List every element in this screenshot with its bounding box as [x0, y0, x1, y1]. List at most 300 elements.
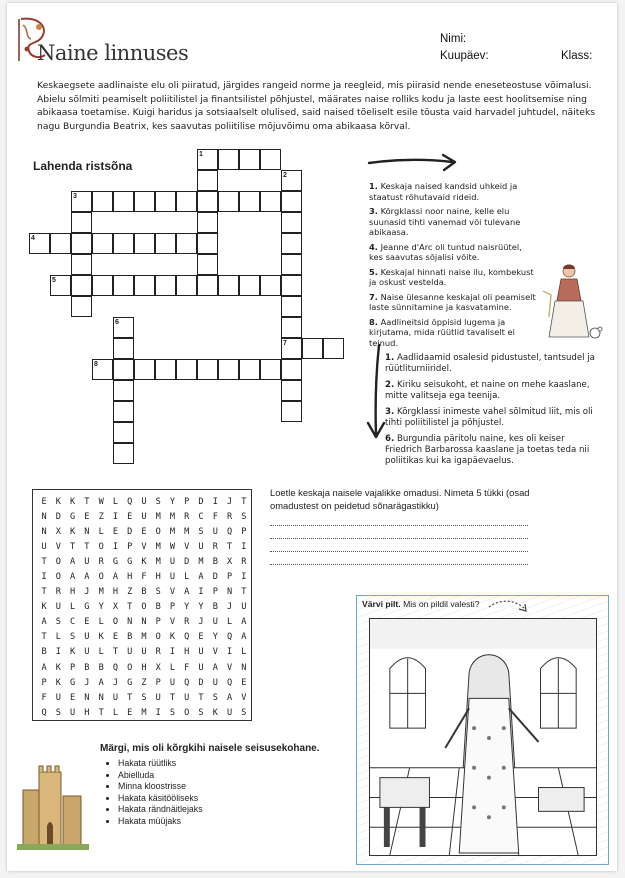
wordsearch-letter[interactable]: E	[127, 511, 133, 522]
wordsearch-letter[interactable]: E	[127, 707, 133, 718]
wordsearch-letter[interactable]: A	[241, 617, 247, 628]
wordsearch-letter[interactable]: O	[55, 572, 61, 583]
wordsearch-letter[interactable]: L	[112, 707, 119, 718]
wordsearch-letter[interactable]: A	[98, 677, 104, 688]
wordsearch-letter[interactable]: N	[226, 587, 233, 598]
wordsearch-letter[interactable]: M	[141, 707, 147, 718]
wordsearch-letter[interactable]: O	[55, 556, 61, 567]
wordsearch-letter[interactable]: U	[169, 556, 176, 567]
wordsearch-letter[interactable]: U	[169, 677, 176, 688]
wordsearch-letter[interactable]: H	[112, 587, 119, 598]
wordsearch-letter[interactable]: J	[198, 617, 204, 628]
wordsearch-letter[interactable]: S	[212, 692, 218, 703]
crossword-cell[interactable]	[50, 233, 71, 254]
wordsearch-letter[interactable]: H	[127, 572, 133, 583]
wordsearch-letter[interactable]: U	[198, 647, 204, 658]
wordsearch-letter[interactable]: O	[155, 526, 161, 537]
wordsearch-letter[interactable]: E	[84, 511, 90, 522]
status-option[interactable]: • Hakata rüütliks	[118, 758, 203, 770]
wordsearch-letter[interactable]: N	[241, 662, 247, 673]
crossword-cell[interactable]	[134, 275, 155, 296]
crossword-cell[interactable]	[113, 422, 134, 443]
crossword-cell[interactable]	[323, 338, 344, 359]
wordsearch-letter[interactable]: K	[55, 677, 61, 688]
wordsearch-letter[interactable]: U	[41, 541, 47, 552]
wordsearch-letter[interactable]: B	[155, 602, 161, 613]
wordsearch-letter[interactable]: T	[41, 556, 47, 567]
crossword-cell[interactable]	[281, 254, 302, 275]
wordsearch-letter[interactable]: I	[169, 647, 176, 658]
wordsearch-letter[interactable]: R	[226, 511, 233, 522]
wordsearch-letter[interactable]: U	[112, 692, 119, 703]
wordsearch-letter[interactable]: S	[198, 707, 204, 718]
wordsearch-letter[interactable]: R	[155, 647, 161, 658]
answer-line[interactable]	[270, 551, 528, 552]
wordsearch-letter[interactable]: D	[212, 572, 218, 583]
crossword-cell[interactable]	[155, 359, 176, 380]
wordsearch-letter[interactable]: V	[55, 541, 61, 552]
crossword-cell[interactable]	[281, 380, 302, 401]
crossword-cell[interactable]	[197, 212, 218, 233]
wordsearch-letter[interactable]: L	[169, 662, 176, 673]
wordsearch-letter[interactable]: U	[141, 496, 147, 507]
wordsearch-letter[interactable]: T	[127, 602, 133, 613]
status-option[interactable]: • Abielluda	[118, 770, 203, 782]
crossword-cell[interactable]	[197, 254, 218, 275]
wordsearch-row	[37, 539, 251, 554]
status-option[interactable]: • Hakata rändnäitlejaks	[118, 804, 203, 816]
wordsearch-letter[interactable]: A	[226, 692, 233, 703]
wordsearch-letter[interactable]: P	[155, 617, 161, 628]
crossword-cell[interactable]	[197, 170, 218, 191]
wordsearch-letter[interactable]: T	[226, 541, 233, 552]
crossword-cell[interactable]	[281, 401, 302, 422]
wordsearch-letter[interactable]: L	[98, 617, 104, 628]
wordsearch-letter[interactable]: O	[98, 541, 104, 552]
wordsearch-letter[interactable]: B	[98, 662, 104, 673]
wordsearch-letter[interactable]: B	[212, 602, 218, 613]
wordsearch-letter[interactable]: K	[41, 602, 47, 613]
crossword-cell[interactable]	[176, 191, 197, 212]
wordsearch-letter[interactable]: G	[127, 677, 133, 688]
wordsearch-letter[interactable]: I	[241, 541, 247, 552]
wordsearch-letter[interactable]: R	[212, 541, 218, 552]
wordsearch-letter[interactable]: S	[155, 587, 161, 598]
wordsearch-letter[interactable]: M	[155, 541, 161, 552]
wordsearch-letter[interactable]: Q	[112, 662, 119, 673]
wordsearch-letter[interactable]: V	[226, 662, 233, 673]
wordsearch-letter[interactable]: H	[155, 572, 161, 583]
wordsearch-letter[interactable]: T	[198, 692, 204, 703]
wordsearch-letter[interactable]: F	[212, 511, 218, 522]
wordsearch-letter[interactable]: Y	[169, 496, 176, 507]
crossword-cell[interactable]	[134, 191, 155, 212]
crossword-cell[interactable]	[197, 275, 218, 296]
crossword-cell[interactable]	[281, 359, 302, 380]
wordsearch-letter[interactable]: O	[127, 662, 133, 673]
wordsearch-letter[interactable]: E	[112, 526, 119, 537]
wordsearch-letter[interactable]: T	[84, 541, 90, 552]
crossword-cell[interactable]	[281, 275, 302, 296]
wordsearch-letter[interactable]: D	[198, 677, 204, 688]
wordsearch-letter[interactable]: K	[169, 632, 176, 643]
wordsearch-letter[interactable]: T	[98, 707, 104, 718]
wordsearch-letter[interactable]: Y	[212, 632, 218, 643]
crossword-cell[interactable]	[113, 191, 134, 212]
crossword-cell[interactable]	[302, 338, 323, 359]
wordsearch-letter[interactable]: N	[41, 526, 47, 537]
wordsearch-letter[interactable]: O	[184, 707, 190, 718]
wordsearch-letter[interactable]: V	[169, 617, 176, 628]
crossword-cell[interactable]	[155, 191, 176, 212]
wordsearch-letter[interactable]: K	[55, 662, 61, 673]
wordsearch-letter[interactable]: U	[198, 662, 204, 673]
crossword-cell[interactable]	[260, 275, 281, 296]
wordsearch-letter[interactable]: O	[112, 617, 119, 628]
wordsearch-letter[interactable]: Z	[98, 511, 104, 522]
crossword-cell[interactable]	[239, 149, 260, 170]
crossword-cell[interactable]	[281, 191, 302, 212]
wordsearch-letter[interactable]: M	[184, 526, 190, 537]
wordsearch-letter[interactable]: L	[184, 572, 190, 583]
wordsearch-letter[interactable]: I	[212, 496, 218, 507]
wordsearch-letter[interactable]: A	[70, 572, 76, 583]
crossword-cell[interactable]	[155, 233, 176, 254]
wordsearch-letter[interactable]: F	[41, 692, 47, 703]
wordsearch-letter[interactable]: S	[198, 526, 204, 537]
wordsearch-letter[interactable]: N	[84, 692, 90, 703]
wordsearch-letter[interactable]: P	[241, 526, 247, 537]
crossword-cell[interactable]	[113, 401, 134, 422]
wordsearch-letter[interactable]: L	[55, 632, 61, 643]
wordsearch-letter[interactable]: W	[169, 541, 176, 552]
wordsearch-letter[interactable]: N	[141, 617, 147, 628]
crossword-cell[interactable]	[176, 359, 197, 380]
wordsearch-letter[interactable]: A	[70, 556, 76, 567]
crossword-cell[interactable]	[71, 296, 92, 317]
clue-text: Kiriku seisukoht, et naine on mehe kaaslane, mitte valitseja ega teenija.	[385, 380, 590, 401]
wordsearch-letter[interactable]: Q	[184, 677, 190, 688]
crossword-cell[interactable]	[113, 338, 134, 359]
crossword-cell[interactable]	[71, 212, 92, 233]
wordsearch-letter[interactable]: O	[155, 632, 161, 643]
crossword-cell[interactable]	[113, 233, 134, 254]
wordsearch-letter[interactable]: T	[241, 587, 247, 598]
wordsearch-letter[interactable]: A	[41, 617, 47, 628]
wordsearch-letter[interactable]: B	[141, 587, 147, 598]
wordsearch-letter[interactable]: M	[198, 556, 204, 567]
wordsearch-letter[interactable]: S	[141, 692, 147, 703]
answer-line[interactable]	[270, 538, 528, 539]
wordsearch-letter[interactable]: L	[241, 647, 247, 658]
wordsearch-letter[interactable]: M	[169, 511, 176, 522]
wordsearch-letter[interactable]: I	[112, 511, 119, 522]
crossword-cell[interactable]	[197, 191, 218, 212]
crossword-cell[interactable]	[239, 359, 260, 380]
wordsearch-letter[interactable]: R	[55, 587, 61, 598]
wordsearch-letter[interactable]: R	[184, 617, 190, 628]
wordsearch-letter[interactable]: X	[55, 526, 61, 537]
wordsearch-letter[interactable]: O	[98, 572, 104, 583]
wordsearch-letter[interactable]: T	[127, 692, 133, 703]
wordsearch-letter[interactable]: U	[169, 572, 176, 583]
wordsearch-letter[interactable]: I	[55, 647, 61, 658]
wordsearch-letter[interactable]: D	[184, 556, 190, 567]
wordsearch-letter[interactable]: S	[55, 707, 61, 718]
wordsearch-letter[interactable]: J	[226, 496, 233, 507]
wordsearch-letter[interactable]: H	[141, 662, 147, 673]
wordsearch-letter[interactable]: U	[84, 556, 90, 567]
crossword-cell[interactable]	[71, 254, 92, 275]
wordsearch-letter[interactable]: E	[198, 632, 204, 643]
wordsearch-letter[interactable]: H	[70, 587, 76, 598]
wordsearch-letter[interactable]: X	[155, 662, 161, 673]
wordsearch-letter[interactable]: A	[198, 572, 204, 583]
wordsearch-letter[interactable]: U	[84, 632, 90, 643]
crossword-cell[interactable]	[134, 233, 155, 254]
wordsearch-letter[interactable]: E	[41, 496, 47, 507]
wordsearch-letter[interactable]: J	[84, 587, 90, 598]
wordsearch-letter[interactable]: U	[212, 677, 218, 688]
wordsearch-letter[interactable]: I	[198, 587, 204, 598]
wordsearch-letter[interactable]: S	[55, 617, 61, 628]
wordsearch-letter[interactable]: U	[212, 617, 218, 628]
crossword-cell[interactable]	[218, 275, 239, 296]
crossword-cell[interactable]	[71, 233, 92, 254]
wordsearch-letter[interactable]: E	[241, 677, 247, 688]
wordsearch-letter[interactable]: V	[241, 692, 247, 703]
wordsearch-letter[interactable]: E	[84, 617, 90, 628]
wordsearch-letter[interactable]: X	[226, 556, 233, 567]
wordsearch-letter[interactable]: G	[70, 511, 76, 522]
wordsearch-letter[interactable]: U	[226, 707, 233, 718]
wordsearch-letter[interactable]: P	[70, 662, 76, 673]
wordsearch-letter[interactable]: C	[198, 511, 204, 522]
wordsearch-letter[interactable]: B	[127, 632, 133, 643]
wordsearch-letter[interactable]: T	[84, 496, 90, 507]
crossword-cell[interactable]	[176, 275, 197, 296]
crossword-cell[interactable]	[260, 359, 281, 380]
wordsearch-letter[interactable]: Y	[98, 602, 104, 613]
wordsearch-letter[interactable]: K	[70, 647, 76, 658]
wordsearch-letter[interactable]: U	[127, 647, 133, 658]
wordsearch-letter[interactable]: Z	[141, 677, 147, 688]
answer-line[interactable]	[270, 525, 528, 526]
wordsearch-letter[interactable]: T	[70, 541, 76, 552]
wordsearch-letter[interactable]: B	[41, 647, 47, 658]
wordsearch-letter[interactable]: S	[241, 707, 247, 718]
wordsearch-letter[interactable]: T	[41, 632, 47, 643]
wordsearch-letter[interactable]: L	[98, 647, 104, 658]
wordsearch-letter[interactable]: H	[84, 707, 90, 718]
status-option[interactable]: • Hakata müüjaks	[118, 816, 203, 828]
crossword-cell[interactable]	[281, 317, 302, 338]
wordsearch-letter[interactable]: U	[55, 602, 61, 613]
wordsearch-letter[interactable]: L	[70, 602, 76, 613]
wordsearch-letter[interactable]: R	[98, 556, 104, 567]
crossword-cell[interactable]	[176, 233, 197, 254]
wordsearch-letter[interactable]: K	[141, 556, 147, 567]
wordsearch-letter[interactable]: B	[84, 662, 90, 673]
wordsearch-letter[interactable]: V	[169, 587, 176, 598]
wordsearch-letter[interactable]: N	[127, 617, 133, 628]
wordsearch-letter[interactable]: S	[241, 511, 247, 522]
wordsearch-letter[interactable]: Y	[198, 602, 204, 613]
wordsearch-letter[interactable]: Q	[226, 677, 233, 688]
wordsearch-letter[interactable]: O	[141, 602, 147, 613]
wordsearch-letter[interactable]: U	[241, 602, 247, 613]
crossword-cell[interactable]	[113, 380, 134, 401]
wordsearch-letter[interactable]: T	[241, 496, 247, 507]
wordsearch-letter[interactable]: G	[112, 556, 119, 567]
wordsearch-letter[interactable]: U	[55, 692, 61, 703]
wordsearch-letter[interactable]: G	[70, 677, 76, 688]
wordsearch-letter[interactable]: R	[241, 556, 247, 567]
wordsearch-letter[interactable]: A	[212, 662, 218, 673]
wordsearch-letter[interactable]: I	[226, 647, 233, 658]
wordsearch-letter[interactable]: Q	[184, 632, 190, 643]
wordsearch-letter[interactable]: I	[41, 572, 47, 583]
wordsearch-letter[interactable]: G	[84, 602, 90, 613]
wordsearch-letter[interactable]: P	[226, 572, 233, 583]
wordsearch-letter[interactable]: Q	[41, 707, 47, 718]
wordsearch-letter[interactable]: I	[241, 572, 247, 583]
crossword-grid	[7, 3, 367, 473]
wordsearch-letter[interactable]: U	[212, 526, 218, 537]
wordsearch-letter[interactable]: I	[155, 707, 161, 718]
status-option[interactable]: • Hakata käsitööliseks	[118, 793, 203, 805]
wordsearch-letter[interactable]: J	[112, 677, 119, 688]
wordsearch-letter[interactable]: K	[212, 707, 218, 718]
wordsearch-letter[interactable]: P	[41, 677, 47, 688]
crossword-cell[interactable]	[281, 233, 302, 254]
wordsearch-letter[interactable]: J	[84, 677, 90, 688]
wordsearch-letter[interactable]: U	[84, 647, 90, 658]
crossword-cell[interactable]	[260, 149, 281, 170]
wordsearch-letter[interactable]: M	[98, 587, 104, 598]
crossword-cell[interactable]	[113, 275, 134, 296]
crossword-cell[interactable]	[281, 212, 302, 233]
wordsearch-letter[interactable]: A	[184, 587, 190, 598]
wordsearch-letter[interactable]: M	[155, 556, 161, 567]
wordsearch-letter[interactable]: K	[70, 526, 76, 537]
wordsearch-letter[interactable]: T	[112, 647, 119, 658]
wordsearch-letter[interactable]: P	[169, 602, 176, 613]
wordsearch-letter[interactable]: E	[70, 692, 76, 703]
wordsearch-letter[interactable]: C	[70, 617, 76, 628]
crossword-cell[interactable]	[239, 275, 260, 296]
wordsearch-letter[interactable]: P	[212, 587, 218, 598]
wordsearch-letter[interactable]: Y	[184, 602, 190, 613]
wordsearch-letter[interactable]: D	[127, 526, 133, 537]
wordsearch-letter[interactable]: E	[112, 632, 119, 643]
wordsearch-letter[interactable]: N	[84, 526, 90, 537]
wordsearch-letter[interactable]: F	[184, 662, 190, 673]
crossword-cell[interactable]	[239, 191, 260, 212]
wordsearch-letter[interactable]: Q	[127, 496, 133, 507]
crossword-cell[interactable]	[92, 191, 113, 212]
crossword-cell[interactable]	[218, 191, 239, 212]
wordsearch-letter[interactable]: Q	[226, 526, 233, 537]
wordsearch-letter[interactable]: P	[184, 496, 190, 507]
wordsearch-letter[interactable]: P	[155, 677, 161, 688]
wordsearch-letter[interactable]: L	[98, 526, 104, 537]
crossword-cell[interactable]	[92, 233, 113, 254]
status-option[interactable]: • Minna kloostrisse	[118, 781, 203, 793]
crossword-cell[interactable]	[197, 233, 218, 254]
wordsearch-letter[interactable]: K	[70, 496, 76, 507]
crossword-cell[interactable]	[134, 359, 155, 380]
wordsearch-letter[interactable]: J	[226, 602, 233, 613]
wordsearch-letter[interactable]: A	[84, 572, 90, 583]
crossword-cell[interactable]	[113, 359, 134, 380]
wordsearch-letter[interactable]: M	[155, 511, 161, 522]
wordsearch-letter[interactable]: K	[98, 632, 104, 643]
wordsearch-letter[interactable]: U	[141, 647, 147, 658]
wordsearch-letter[interactable]: W	[98, 496, 104, 507]
wordsearch-letter[interactable]: P	[127, 541, 133, 552]
wordsearch-letter[interactable]: S	[169, 707, 176, 718]
wordsearch-letter[interactable]: M	[141, 632, 147, 643]
wordsearch-letter[interactable]: K	[55, 496, 61, 507]
wordsearch-letter[interactable]: U	[70, 707, 76, 718]
wordsearch-letter[interactable]: M	[169, 526, 176, 537]
wordsearch-letter[interactable]: L	[112, 496, 119, 507]
wordsearch-letter[interactable]: Q	[226, 632, 233, 643]
crossword-cell[interactable]	[197, 359, 218, 380]
wordsearch-letter[interactable]: V	[212, 647, 218, 658]
wordsearch-letter[interactable]: R	[184, 511, 190, 522]
wordsearch-letter[interactable]: T	[169, 692, 176, 703]
down-clues: 1. Aadlidaamid osalesid pidustustel, tantsudel ja rüütliturniiridel. 2. Kiriku seisukoht, et naine on mehe kaaslane, mitte valitseja ega teenija. 3. Kõrgklassi inimeste vahel sõlmitud liit, mis oli tihti poliitilistel ja põhjustel. 6. Burgundia päritolu naine, kes oli keiser Friedrich Barbarossa kaaslane ja toetas teda nii poliitikas kui ka igapäevaelus.	[385, 353, 595, 466]
wordsearch-letter[interactable]: L	[226, 617, 233, 628]
wordsearch-letter[interactable]: V	[184, 541, 190, 552]
crossword-cell[interactable]	[71, 275, 92, 296]
wordsearch-letter[interactable]: F	[141, 572, 147, 583]
crossword-cell[interactable]	[155, 275, 176, 296]
wordsearch-letter[interactable]: A	[241, 632, 247, 643]
wordsearch-letter[interactable]: E	[141, 526, 147, 537]
wordsearch-letter[interactable]: U	[184, 692, 190, 703]
wordsearch-letter[interactable]: A	[41, 662, 47, 673]
wordsearch-letter[interactable]: H	[184, 647, 190, 658]
wordsearch-letter[interactable]: N	[41, 511, 47, 522]
wordsearch-letter[interactable]: N	[98, 692, 104, 703]
wordsearch-letter[interactable]: T	[41, 587, 47, 598]
crossword-cell[interactable]	[281, 296, 302, 317]
wordsearch-letter[interactable]: I	[112, 541, 119, 552]
wordsearch-letter[interactable]: B	[212, 556, 218, 567]
wordsearch-letter[interactable]: A	[112, 572, 119, 583]
wordsearch-letter[interactable]: D	[55, 511, 61, 522]
answer-line[interactable]	[270, 564, 528, 565]
wordsearch-letter[interactable]: D	[198, 496, 204, 507]
wordsearch-letter[interactable]: X	[112, 602, 119, 613]
crossword-cell[interactable]	[113, 443, 134, 464]
wordsearch-letter[interactable]: U	[141, 511, 147, 522]
wordsearch-letter[interactable]: S	[70, 632, 76, 643]
wordsearch-letter[interactable]: S	[155, 496, 161, 507]
crossword-cell[interactable]	[92, 275, 113, 296]
crossword-cell[interactable]	[218, 149, 239, 170]
wordsearch-letter[interactable]: G	[127, 556, 133, 567]
wordsearch-letter[interactable]: Z	[127, 587, 133, 598]
crossword-cell[interactable]	[218, 359, 239, 380]
wordsearch-letter[interactable]: U	[198, 541, 204, 552]
wordsearch-letter[interactable]: V	[141, 541, 147, 552]
wordsearch-letter[interactable]: U	[155, 692, 161, 703]
crossword-cell[interactable]	[260, 191, 281, 212]
